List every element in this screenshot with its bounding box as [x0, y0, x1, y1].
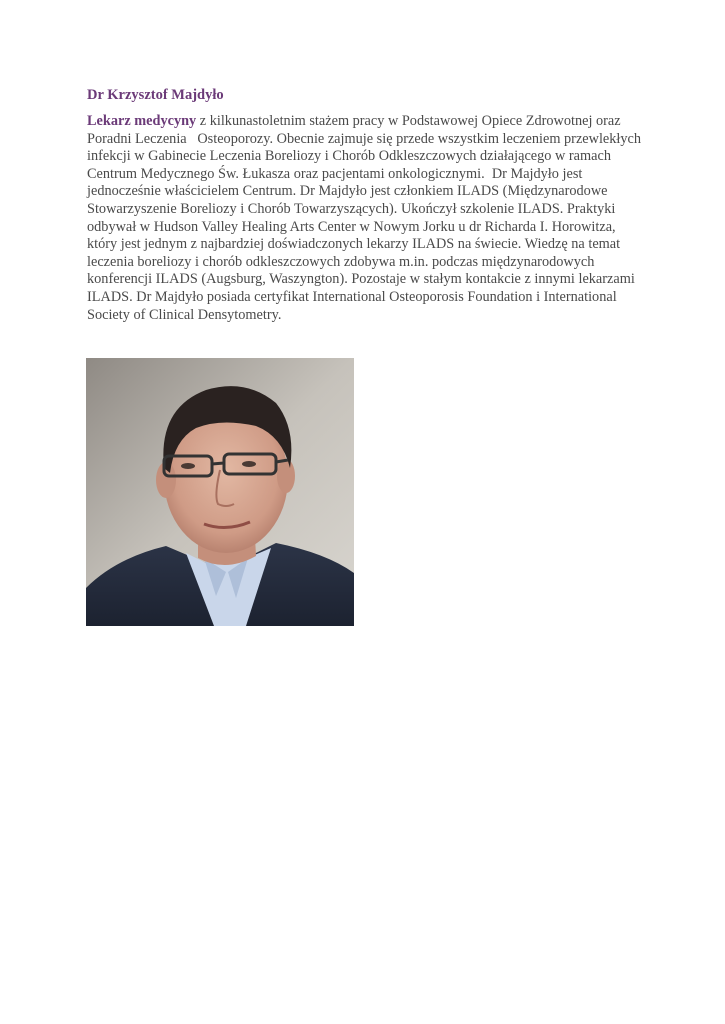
- bio-line: konferencji ILADS (Augsburg, Waszyngton). Pozostaje w stałym kontakcie z innymi lekarzami: [87, 271, 635, 288]
- page-title: Dr Krzysztof Majdyło: [87, 87, 224, 103]
- bio-line: [87, 113, 647, 131]
- bio-line: infekcji w Gabinecie Leczenia Boreliozy i Chorób Odkleszczowych działającego w ramach: [87, 148, 611, 165]
- bio-line: który jest jednym z najbardziej doświadczonych lekarzy ILADS na świecie. Wiedzę na temat: [87, 236, 621, 253]
- bio-line: jednocześnie właścicielem Centrum. Dr Majdyło jest członkiem ILADS (Międzynarodowe: [87, 183, 608, 200]
- bio-line: ILADS. Dr Majdyło posiada certyfikat International Osteoporosis Foundation i International: [87, 288, 617, 305]
- bio-line: Poradni Leczenia Osteoporozy. Obecnie zajmuje się przede wszystkim leczeniem przewlekłych: [87, 130, 642, 147]
- bio-line: leczenia boreliozy i chorób odkleszczowych zdobywa m.in. podczas międzynarodowych: [87, 253, 595, 270]
- doctor-portrait-photo: [86, 358, 354, 626]
- bio-line: Stowarzyszenie Boreliozy i Chorób Towarzyszących). Ukończył szkolenie ILADS. Praktyki: [87, 200, 616, 217]
- bio-line-text: z kilkunastoletnim stażem pracy w Podstawowej Opiece Zdrowotnej oraz: [196, 113, 621, 129]
- bio-paragraph: [87, 113, 647, 324]
- bio-line: Centrum Medycznego Św. Łukasza oraz pacjentami onkologicznymi. Dr Majdyło jest: [87, 165, 583, 182]
- bio-lead: Lekarz medycyny: [87, 113, 197, 129]
- bio-line: odbywał w Hudson Valley Healing Arts Center w Nowym Jorku u dr Richarda I. Horowitza,: [87, 218, 616, 235]
- bio-line: Society of Clinical Densytometry.: [87, 306, 282, 323]
